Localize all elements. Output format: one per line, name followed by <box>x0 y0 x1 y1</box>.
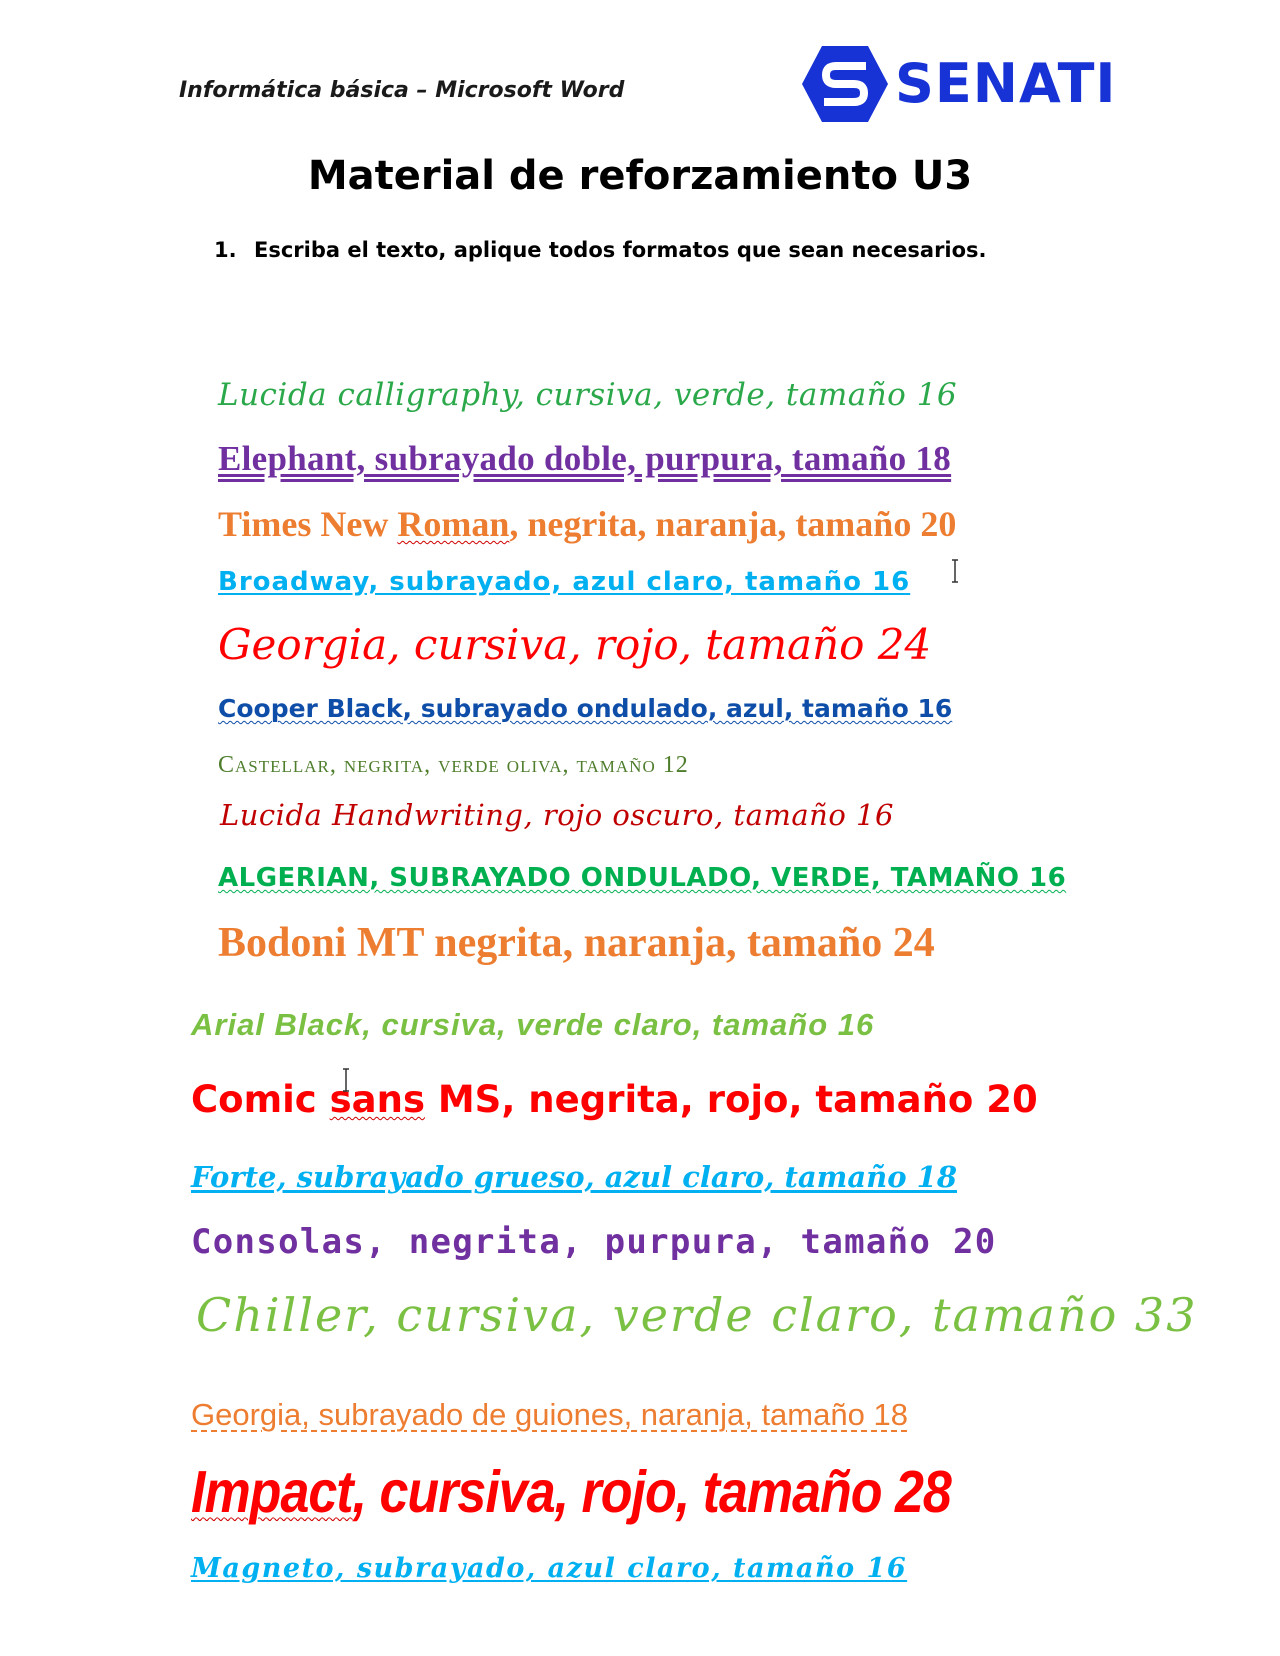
instruction-item <box>214 238 987 262</box>
instruction-text: Escriba el texto, aplique todos formatos que sean necesarios. <box>254 238 987 262</box>
text-line-consolas: Consolas, negrita, purpura, tamaño 20 <box>191 1222 997 1262</box>
text-segment: , negrita, naranja, tamaño 20 <box>509 504 957 544</box>
page-title: Material de reforzamiento U3 <box>307 153 973 199</box>
text-segment: MS, negrita, rojo, tamaño 20 <box>424 1078 1038 1121</box>
text-line-georgia-dashed: Georgia, subrayado de guiones, naranja, tamaño 18 <box>191 1397 908 1432</box>
text-segment: , cursiva, rojo, tamaño 28 <box>352 1458 951 1526</box>
header-course-title: Informática básica – Microsoft Word <box>179 78 625 103</box>
text-line-castellar: Castellar, negrita, verde oliva, tamaño 12 <box>218 752 689 778</box>
spell-error-word: sans <box>329 1078 425 1121</box>
text-line-times-new-roman <box>218 505 956 545</box>
spell-error-word: Impact <box>191 1458 353 1526</box>
text-line-forte: Forte, subrayado grueso, azul claro, tamaño 18 <box>191 1160 958 1194</box>
senati-logo-text: SENATI <box>895 52 1117 115</box>
senati-logo-icon <box>800 44 890 124</box>
text-cursor-icon <box>342 1068 350 1092</box>
instruction-number: 1. <box>214 238 237 262</box>
text-line-georgia-italic: Georgia, cursiva, rojo, tamaño 24 <box>218 620 932 669</box>
text-segment: Times New <box>218 504 398 544</box>
text-line-impact <box>191 1460 951 1526</box>
text-line-bodoni: Bodoni MT negrita, naranja, tamaño 24 <box>218 920 935 966</box>
text-line-arial-black: Arial Black, cursiva, verde claro, tamaño 16 <box>191 1007 875 1042</box>
text-line-magneto: Magneto, subrayado, azul claro, tamaño 16 <box>191 1553 908 1584</box>
text-line-algerian: ALGERIAN, SUBRAYADO ONDULADO, VERDE, TAMAÑO 16 <box>218 863 1067 893</box>
text-line-chiller: Chiller, cursiva, verde claro, tamaño 33 <box>196 1288 1198 1342</box>
text-line-cooper-black: Cooper Black, subrayado ondulado, azul, tamaño 16 <box>218 694 953 723</box>
text-line-lucida-calligraphy: Lucida calligraphy, cursiva, verde, tamaño 16 <box>218 377 958 413</box>
text-line-lucida-handwriting: Lucida Handwriting, rojo oscuro, tamaño 16 <box>220 798 894 832</box>
text-line-elephant: Elephant, subrayado doble, purpura, tamaño 18 <box>218 439 952 478</box>
spell-error-word: Roman <box>397 504 510 544</box>
text-line-broadway: Broadway, subrayado, azul claro, tamaño 16 <box>218 567 911 597</box>
text-segment: Comic <box>191 1078 330 1121</box>
text-line-comic-sans <box>191 1080 1038 1121</box>
senati-logo <box>800 44 1117 124</box>
text-cursor-icon <box>951 559 959 583</box>
